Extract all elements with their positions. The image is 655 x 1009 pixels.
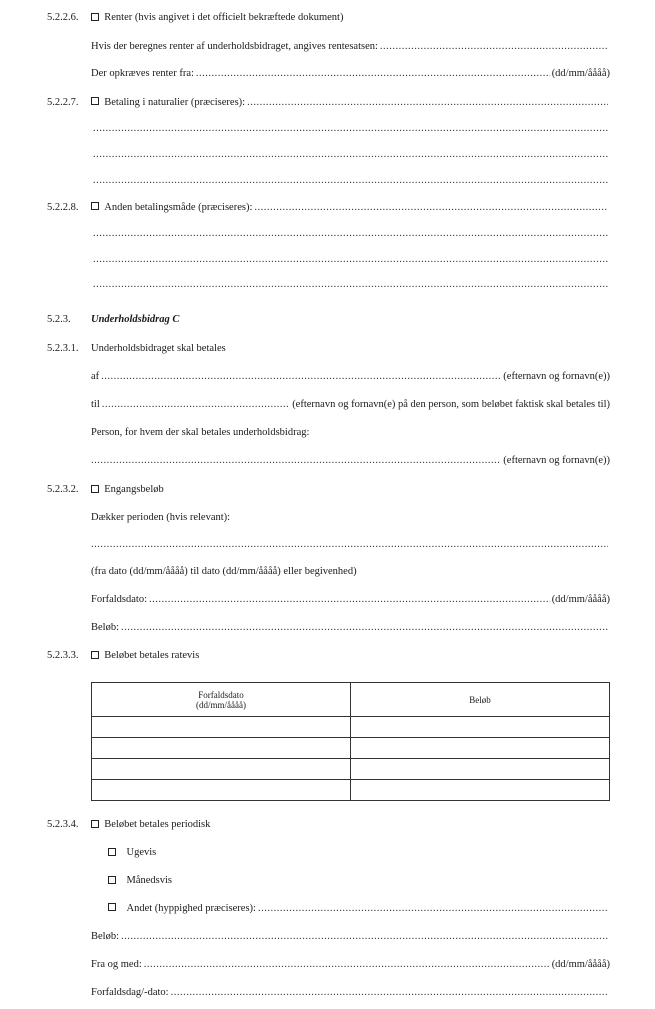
cell-date[interactable]: [92, 717, 351, 738]
label-fra-og-med: Fra og med:: [91, 959, 142, 970]
label-period: [91, 511, 610, 525]
label-manedsvis: Månedsvis: [126, 875, 172, 886]
checkbox-periodisk[interactable]: [91, 820, 99, 828]
field-periodisk-belob[interactable]: [91, 930, 610, 944]
section-number: 5.2.2.8.: [47, 202, 79, 213]
cell-amount[interactable]: [351, 738, 610, 759]
field-naturalier[interactable]: [91, 96, 610, 110]
label-ugevis: Ugevis: [126, 847, 157, 858]
cell-date[interactable]: [92, 759, 351, 780]
checkbox-manedsvis[interactable]: [108, 876, 116, 884]
period-hint: [91, 565, 610, 579]
cell-amount[interactable]: [351, 717, 610, 738]
label-forfaldsdag: Forfaldsdag/-dato:: [91, 987, 169, 998]
label-person: [91, 426, 610, 440]
table-row: [92, 717, 610, 738]
date-format-hint: (dd/mm/åååå): [551, 594, 610, 605]
name-hint: (efternavn og fornavn(e) på den person, som beløbet faktisk skal betales til): [292, 399, 610, 410]
label-andet: Andet (hyppighed præciseres):: [126, 903, 256, 914]
label-af: af: [91, 371, 100, 382]
checkbox-ugevis[interactable]: [108, 848, 116, 856]
label-renter: Renter (hvis angivet i det officielt bekræftede dokument): [104, 12, 344, 23]
field-renter-fra[interactable]: [91, 67, 610, 81]
dotted-line[interactable]: [91, 253, 610, 267]
label-belob: Beløb:: [91, 622, 119, 633]
label-person-text: Person, for hvem der skal betales underholdsbidrag:: [91, 427, 310, 438]
table-row: [92, 759, 610, 780]
option-ugevis[interactable]: [108, 846, 156, 860]
cell-amount[interactable]: [351, 780, 610, 801]
rates-table: [91, 682, 610, 801]
cell-amount[interactable]: [351, 759, 610, 780]
table-row: [92, 738, 610, 759]
table-row: [92, 780, 610, 801]
dotted-line[interactable]: [91, 174, 610, 188]
section-number: 5.2.3.1.: [47, 343, 79, 354]
section-number: 5.2.2.7.: [47, 97, 79, 108]
option-manedsvis[interactable]: [108, 874, 172, 888]
dotted-line[interactable]: [91, 278, 610, 292]
label-rentesats: Hvis der beregnes renter af underholdsbidraget, angives rentesatsen:: [91, 41, 378, 52]
col-header-hint: (dd/mm/åååå): [196, 699, 246, 710]
cell-date[interactable]: [92, 738, 351, 759]
dotted-line[interactable]: [91, 122, 610, 136]
col-header-text: Beløb: [469, 694, 491, 705]
section-number: 5.2.3.2.: [47, 484, 79, 495]
field-forfaldsdato[interactable]: [91, 593, 610, 607]
option-andet[interactable]: [108, 902, 610, 916]
field-person[interactable]: [91, 454, 610, 468]
label-til: til: [91, 399, 100, 410]
field-anden-betaling[interactable]: [91, 201, 610, 215]
col-header-text: Forfaldsdato: [198, 689, 244, 700]
dotted-line[interactable]: [91, 148, 610, 162]
field-belob[interactable]: [91, 621, 610, 635]
checkbox-renter[interactable]: [91, 13, 99, 21]
label-renter-fra: Der opkræves renter fra:: [91, 68, 194, 79]
label-naturalier: Betaling i naturalier (præciseres):: [104, 97, 246, 108]
label-period-text: Dækker perioden (hvis relevant):: [91, 512, 231, 523]
section-number: 5.2.3.4.: [47, 819, 79, 830]
cell-date[interactable]: [92, 780, 351, 801]
field-rentesats[interactable]: [91, 40, 610, 54]
table-header: [92, 683, 610, 717]
section-number: 5.2.2.6.: [47, 12, 79, 23]
label-anden-betaling: Anden betalingsmåde (præciseres):: [104, 202, 253, 213]
field-til[interactable]: [91, 398, 610, 412]
checkbox-naturalier[interactable]: [91, 97, 99, 105]
label-belob: Beløb:: [91, 931, 119, 942]
dotted-line[interactable]: [91, 227, 610, 241]
section-number: 5.2.3.3.: [47, 650, 79, 661]
label-betales: Underholdsbidraget skal betales: [91, 343, 226, 354]
name-hint: (efternavn og fornavn(e)): [503, 371, 610, 382]
name-hint: (efternavn og fornavn(e)): [503, 455, 610, 466]
col-forfaldsdato: [92, 683, 351, 717]
checkbox-ratevis[interactable]: [91, 651, 99, 659]
field-af[interactable]: [91, 370, 610, 384]
section-number: 5.2.3.: [47, 314, 71, 325]
label-engangsbelob: Engangsbeløb: [104, 484, 164, 495]
period-hint-text: (fra dato (dd/mm/åååå) til dato (dd/mm/åååå) eller begivenhed): [91, 566, 357, 577]
label-periodisk: Beløbet betales periodisk: [104, 819, 211, 830]
date-format-hint: (dd/mm/åååå): [551, 68, 610, 79]
section-title: Underholdsbidrag C: [91, 314, 180, 325]
date-format-hint: (dd/mm/åååå): [551, 959, 610, 970]
label-ratevis: Beløbet betales ratevis: [104, 650, 200, 661]
checkbox-andet[interactable]: [108, 903, 116, 911]
checkbox-engangsbelob[interactable]: [91, 485, 99, 493]
label-forfaldsdato: Forfaldsdato:: [91, 594, 147, 605]
field-forfaldsdag[interactable]: [91, 986, 610, 1000]
field-period[interactable]: [91, 538, 610, 552]
checkbox-anden-betaling[interactable]: [91, 202, 99, 210]
field-fra-og-med[interactable]: [91, 958, 610, 972]
col-belob: [351, 683, 610, 717]
